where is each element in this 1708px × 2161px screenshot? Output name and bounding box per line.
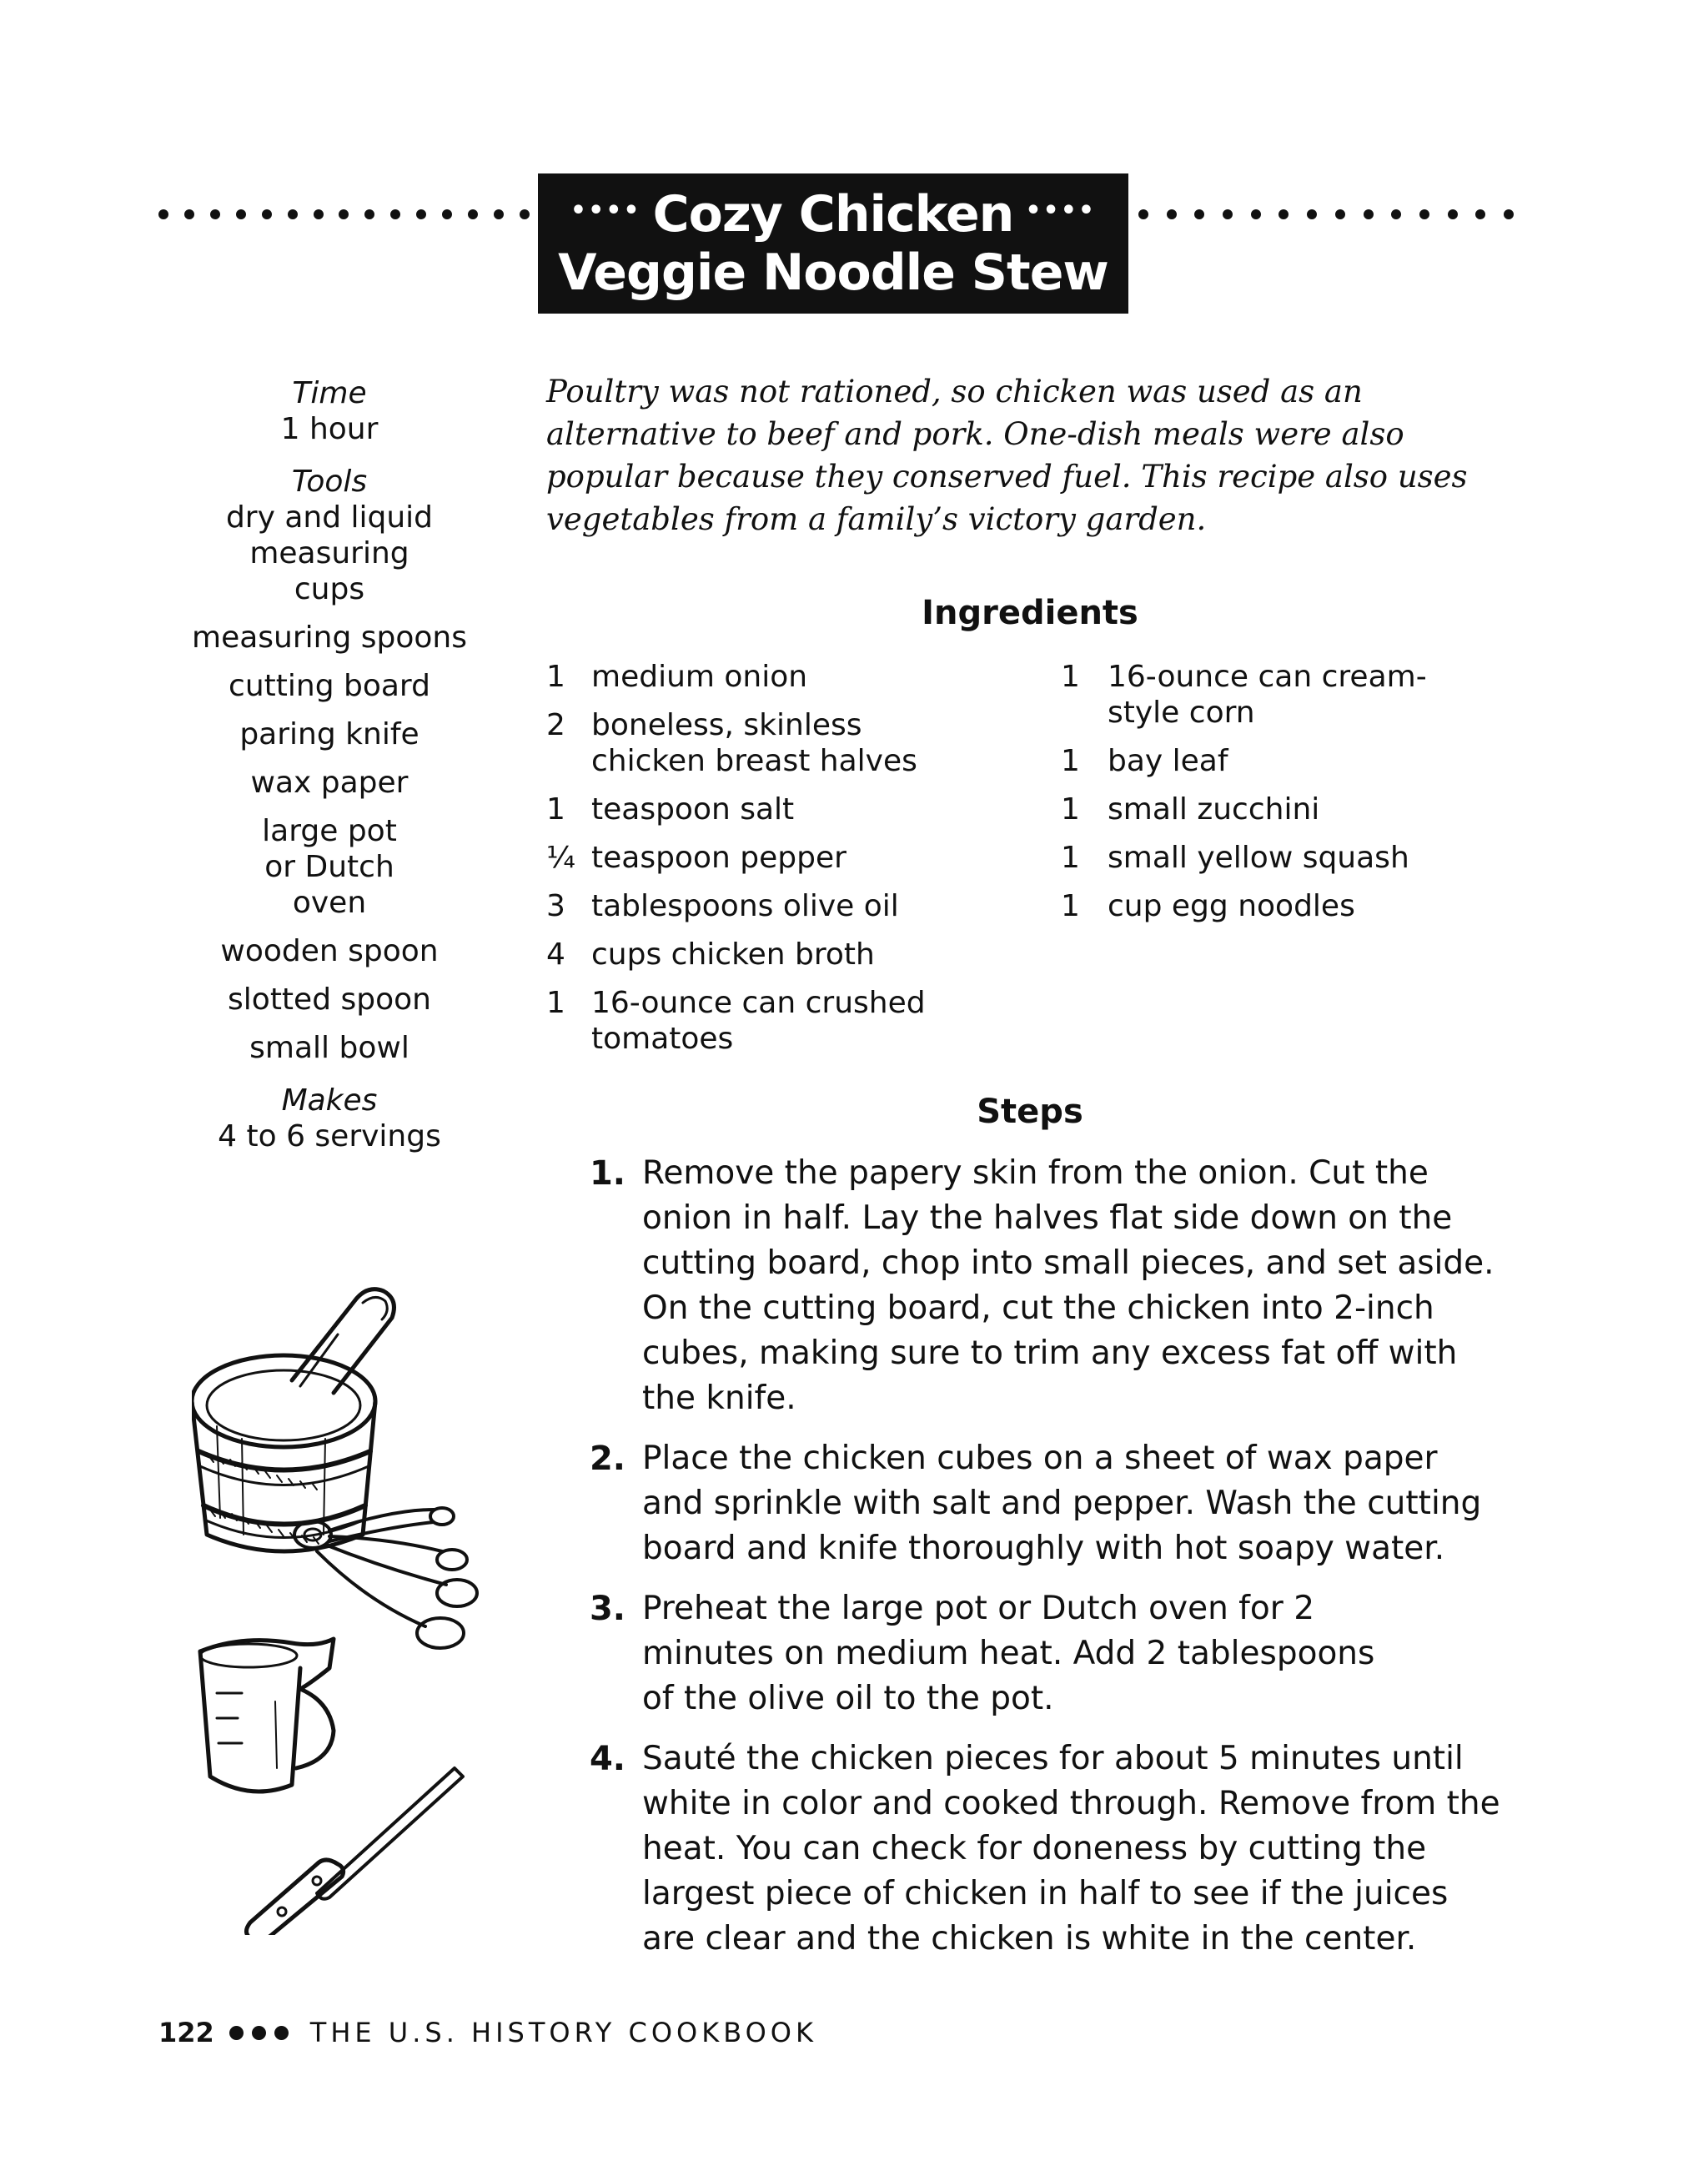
title-dots-left — [158, 202, 530, 227]
ingredient-text: bay leaf — [1108, 744, 1228, 778]
step-item — [559, 1586, 1501, 1721]
measuring-spoons-icon — [294, 1508, 477, 1648]
time-value: 1 hour — [280, 412, 379, 446]
ingredient-row — [546, 888, 1013, 924]
ingredient-qty: 3 — [546, 889, 565, 923]
ingredient-qty: 2 — [546, 708, 565, 742]
ingredient-qty: ¼ — [546, 841, 575, 875]
steps-list — [559, 1151, 1501, 1977]
step-number: 2. — [589, 1440, 625, 1478]
tool-item: measuring spoons — [192, 621, 467, 655]
ingredient-row — [1061, 792, 1494, 827]
step-number: 1. — [589, 1154, 625, 1193]
makes-label: Makes — [281, 1083, 378, 1118]
tool-item: large pot or Dutch oven — [262, 814, 397, 920]
ingredient-text: tablespoons olive oil — [591, 889, 899, 923]
ingredient-row — [546, 659, 1013, 695]
ingredient-text: 16-ounce can cream-style corn — [1108, 660, 1427, 730]
ingredient-row — [546, 840, 1013, 876]
ingredients-heading: Ingredients — [922, 594, 1138, 632]
title-dots-inner-left: •••• — [570, 196, 641, 225]
measuring-cup-icon — [200, 1639, 334, 1792]
ingredient-qty: 1 — [1061, 660, 1080, 694]
tools-label: Tools — [291, 465, 368, 499]
footer-dots — [229, 2026, 289, 2040]
ingredient-row — [546, 937, 1013, 972]
ingredient-row — [546, 792, 1013, 827]
book-title: THE U.S. HISTORY COOKBOOK — [309, 2017, 817, 2048]
tool-item: wooden spoon — [220, 934, 439, 968]
tool-item: small bowl — [249, 1031, 409, 1065]
ingredient-text: small yellow squash — [1108, 841, 1409, 875]
step-text: Remove the papery skin from the onion. Cut the onion in half. Lay the halves flat side down on the cutting board, chop into small pieces, and set aside. On the cutting board, cut the chicken into 2-inch cubes, making sure to trim any excess fat off with the knife. — [642, 1154, 1494, 1417]
ingredient-text: boneless, skinless chicken breast halves — [591, 708, 917, 778]
ingredient-text: teaspoon salt — [591, 792, 795, 827]
recipe-title-text-1: Cozy Chicken — [652, 185, 1014, 244]
page-number: 122 — [158, 2017, 214, 2048]
ingredient-qty: 1 — [546, 660, 565, 694]
ingredient-text: cups chicken broth — [591, 937, 875, 972]
recipe-title-box — [538, 173, 1128, 314]
tool-item: cutting board — [229, 669, 430, 703]
ingredient-text: teaspoon pepper — [591, 841, 846, 875]
intro-paragraph: Poultry was not rationed, so chicken was used as an alternative to beef and pork. One-dish meals were also popular because they conserved fuel. This recipe also uses vegetables from a family’s victory garden. — [546, 374, 1468, 537]
ingredients-left-column — [546, 659, 1013, 1069]
tool-item: slotted spoon — [228, 983, 431, 1017]
step-text: Place the chicken cubes on a sheet of wax paper and sprinkle with salt and pepper. Wash the cutting board and knife thoroughly with hot soapy water. — [642, 1440, 1482, 1567]
tool-item: wax paper — [250, 766, 409, 800]
title-dots-inner-right: •••• — [1025, 196, 1097, 225]
step-text: Preheat the large pot or Dutch oven for 2 minutes on medium heat. Add 2 tablespoons of the olive oil to the pot. — [642, 1590, 1375, 1717]
title-dots-right — [1138, 202, 1514, 227]
ingredient-text: cup egg noodles — [1108, 889, 1355, 923]
tool-item: dry and liquid measuring cups — [225, 500, 434, 606]
ingredient-row — [546, 985, 1013, 1057]
tools-list — [192, 500, 467, 1066]
ingredient-row — [1061, 888, 1494, 924]
ingredient-qty: 4 — [546, 937, 565, 972]
ingredient-qty: 1 — [1061, 841, 1080, 875]
ingredient-row — [546, 707, 1013, 779]
ingredient-qty: 1 — [1061, 889, 1080, 923]
ingredient-row — [1061, 659, 1494, 731]
step-item — [559, 1436, 1501, 1571]
ingredient-row — [1061, 743, 1494, 779]
recipe-sidebar — [192, 375, 467, 1154]
ingredient-qty: 1 — [1061, 792, 1080, 827]
step-number: 4. — [589, 1740, 625, 1778]
step-number: 3. — [589, 1590, 625, 1628]
step-item — [559, 1151, 1501, 1421]
kitchen-tools-illustration — [192, 1234, 525, 1935]
ingredient-text: small zucchini — [1108, 792, 1320, 827]
recipe-title-line-1 — [559, 185, 1108, 244]
ingredient-qty: 1 — [546, 792, 565, 827]
makes-value: 4 to 6 servings — [218, 1119, 441, 1153]
page-footer — [158, 2017, 817, 2048]
ingredient-qty: 1 — [546, 986, 565, 1020]
tool-item: paring knife — [239, 717, 419, 751]
ingredient-qty: 1 — [1061, 744, 1080, 778]
saucepan-icon — [192, 1289, 394, 1551]
ingredient-text: medium onion — [591, 660, 808, 694]
step-text: Sauté the chicken pieces for about 5 minutes until white in color and cooked through. Remove from the heat. You can check for doneness by cutting the largest piece of chicken in half to see if the juices are clear and the chicken is white in the center. — [642, 1740, 1500, 1957]
ingredients-right-column — [1061, 659, 1494, 937]
recipe-title-line-2: Veggie Noodle Stew — [558, 244, 1108, 302]
step-item — [559, 1736, 1501, 1962]
ingredient-row — [1061, 840, 1494, 876]
time-label: Time — [292, 376, 367, 410]
steps-heading: Steps — [977, 1093, 1083, 1131]
ingredient-text: 16-ounce can crushed tomatoes — [591, 986, 926, 1056]
paring-knife-icon — [246, 1768, 463, 1935]
